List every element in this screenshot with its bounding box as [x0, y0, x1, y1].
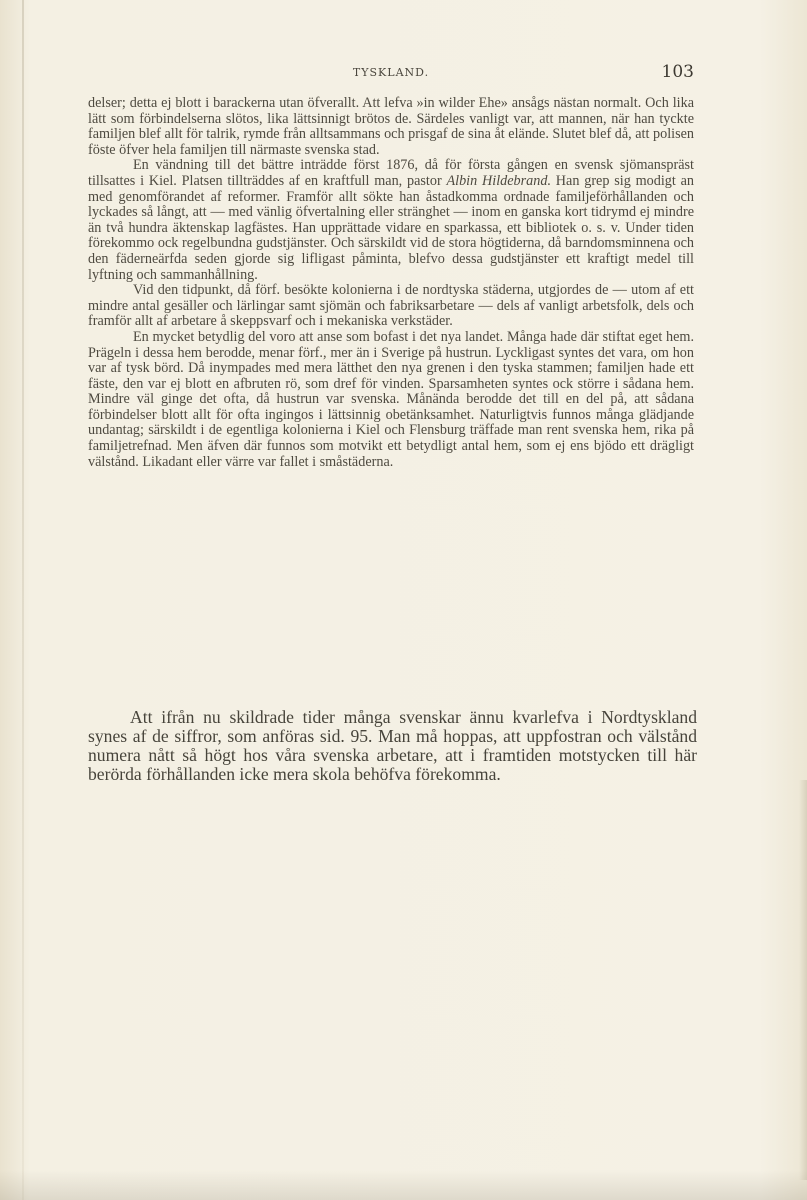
page-number: 103	[661, 62, 694, 82]
page-bottom-shadow	[0, 1170, 807, 1200]
paragraph: En mycket betydlig del voro att anse som bofast i det nya landet. Många hade där stiftat eget hem. Prägeln i dessa hem berodde, menar förf., mer än i Sverige på hustrun. Lyckligast syntes det vara, om hon var af tysk börd. Då inympades med mera lätthet den nya grenen i den tyska stammen; familjen hade ett fäste, den var ej blott en afbruten rö, som dref för vinden. Sparsamheten syntes ock större i sådana hem. Mindre väl ginge det ofta, då hustrun var svenska. Månända berodde det till en del på, att sådana förbindelser blott allt för ofta ingingos i lättsinnig obetänksamhet. Naturligtvis funnos många glädjande undantag; särskildt i de egentliga kolonierna i Kiel och Flensburg träffade man rent svenska hem, rika på familjetrefnad. Men äfven där funnos som motvikt ett betydligt antal hem, som ej ens bjödo ett drägligt välstånd. Likadant eller värre var fallet i småstäderna.	[88, 328, 694, 470]
paragraph-text: En vändning till det bättre inträdde först 1876, då för första gången en svensk sjömanspräst tillsattes i Kiel. Platsen tillträddes af en kraftfull man, pastor	[88, 157, 694, 189]
paragraph: Vid den tidpunkt, då förf. besökte kolonierna i de nordtyska städerna, utgjordes de — utom af ett mindre antal gesäller och lärlingar samt sjömän och fabriksarbetare — dels af vanligt arbetsfolk, dels och framför allt af arbetare å skeppsvarf och i mekaniska verkstäder.	[88, 282, 694, 330]
paragraph-text: Han grep sig modigt an med genomförandet af reformer. Framför allt sökte han åstadkomma ordnade familjeförhållanden och lyckades så långt, att — med vänlig öfvertalning eller stränghet — inom en ganska kort tidrymd ej mindre än två hundra äktenskap lagfästes. Han upprättade vidare en sparkassa, ett bibliotek o. s. v. Under tiden förekommo ock regelbundna gudstjänster. Och särskildt vid de stora högtiderna, då barndomsminnena och den fäderneärfda seden gjorde sig lifligast påminta, blefvo dessa gudstjänster ett kraftigt medel till lyftning och sammanhållning.	[88, 172, 695, 283]
person-name: Albin Hildebrand.	[446, 172, 551, 189]
page-edge-shadow	[799, 780, 807, 1180]
main-text	[88, 96, 694, 470]
paragraph: delser; detta ej blott i barackerna utan öfverallt. Att lefva »in wilder Ehe» ansågs nästan normalt. Och lika lätt som förbindelserna slötos, lika lättsinnigt brötos de. Särdeles vanligt var, att mannen, när han tyckte familjen blef allt för talrik, rymde från alltsammans och prisgaf de sina åt elände. Slutet blef då, att polisen föste öfver hela familjen till närmaste svenska stad.	[88, 95, 694, 158]
closing-section	[88, 708, 697, 784]
binding-fold	[22, 0, 24, 1200]
page-header	[88, 62, 694, 86]
paragraph	[88, 158, 694, 283]
running-head: TYSKLAND.	[352, 66, 430, 79]
closing-paragraph: Att ifrån nu skildrade tider många svenskar ännu kvarlefva i Nordtyskland synes af de siffror, som anföras sid. 95. Man må hoppas, att uppfostran och välstånd numera nått så högt hos våra svenska arbetare, att i framtiden motstycken till här berörda förhållanden icke mera skola behöfva förekomma.	[88, 707, 697, 785]
